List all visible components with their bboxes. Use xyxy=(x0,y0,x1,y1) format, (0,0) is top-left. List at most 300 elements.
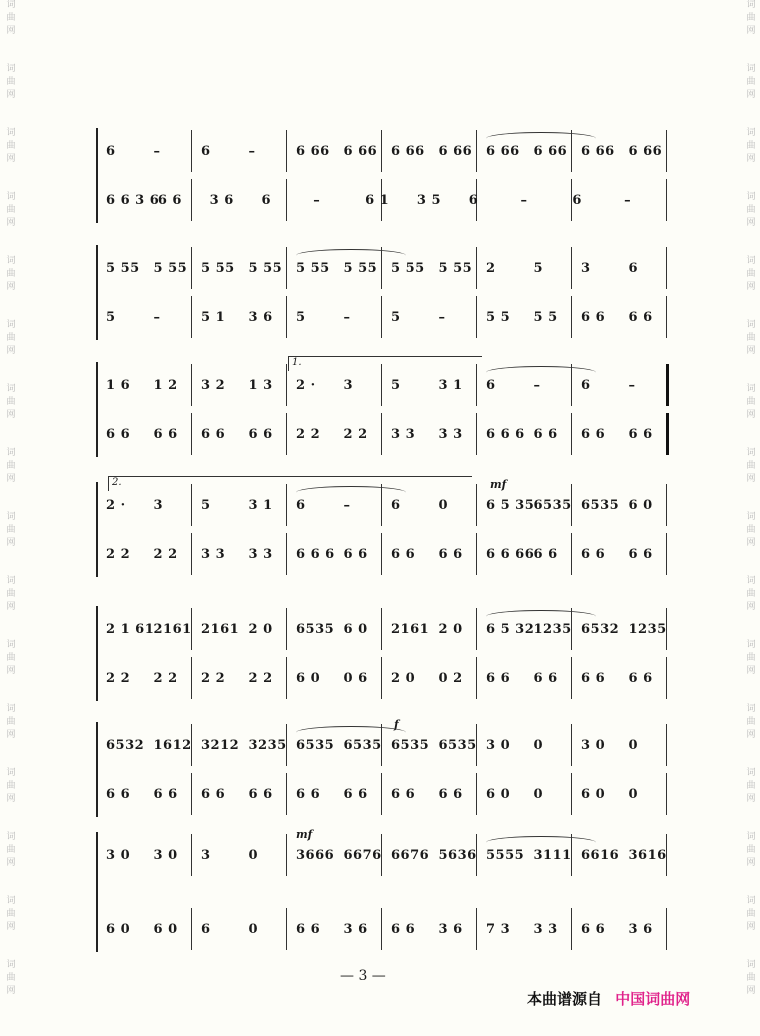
barline xyxy=(286,413,287,455)
barline xyxy=(381,533,382,575)
note-group: 3 6 xyxy=(209,193,234,208)
note-group: 3 0 xyxy=(581,738,606,753)
watermark-char: 网 xyxy=(746,26,756,36)
barline xyxy=(476,657,477,699)
note-group: 3 xyxy=(201,848,211,863)
slur xyxy=(486,366,596,379)
watermark-char: 网 xyxy=(746,218,756,228)
note-group: 6676 xyxy=(391,848,430,863)
watermark-char: 词 xyxy=(746,128,756,138)
barline xyxy=(191,130,192,172)
note-group: 1 6 xyxy=(106,378,131,393)
barline xyxy=(571,296,572,338)
watermark-char: 曲 xyxy=(746,397,756,407)
note-group: 6 6 xyxy=(153,787,178,802)
watermark-char: 曲 xyxy=(6,77,16,87)
barline xyxy=(381,296,382,338)
note-group: 6 6 xyxy=(248,427,273,442)
watermark-char: 词 xyxy=(746,576,756,586)
score-system xyxy=(96,245,674,340)
watermark-char: 网 xyxy=(6,986,16,996)
note-group: 2 2 xyxy=(106,671,131,686)
note-group: 6 0 xyxy=(296,671,321,686)
watermark-char: 曲 xyxy=(746,717,756,727)
watermark-char: 网 xyxy=(746,90,756,100)
note-group: – xyxy=(628,378,636,393)
slur xyxy=(296,249,406,262)
watermark-char: 网 xyxy=(6,858,16,868)
note-group: 3 2 xyxy=(201,378,226,393)
note-group: 5 55 xyxy=(438,261,473,276)
watermark-char: 词 xyxy=(746,640,756,650)
note-group: 5 xyxy=(391,310,401,325)
note-group: 6 6 xyxy=(628,310,653,325)
note-group: 5 55 xyxy=(248,261,283,276)
note-group: 5636 xyxy=(438,848,477,863)
slur xyxy=(296,486,406,499)
note-group: 6 6 xyxy=(343,787,368,802)
barline xyxy=(191,364,192,406)
note-group: 5 xyxy=(296,310,306,325)
bottom-staff xyxy=(96,411,674,457)
barline xyxy=(286,657,287,699)
note-group: 3 6 xyxy=(628,922,653,937)
note-group: 0 2 xyxy=(438,671,463,686)
note-group: 0 xyxy=(628,787,639,802)
note-group: – xyxy=(153,310,161,325)
barline xyxy=(666,130,667,172)
barline xyxy=(381,908,382,950)
watermark-char: 词 xyxy=(6,320,16,330)
note-group: 5 55 xyxy=(391,261,425,276)
note-group: 6 6 xyxy=(391,547,416,562)
note-group: 3 5 xyxy=(416,193,442,208)
note-group: 6 6 xyxy=(201,787,226,802)
watermark-char: 曲 xyxy=(746,461,756,471)
note-group: 2 · xyxy=(106,498,126,513)
watermark-char: 词 xyxy=(746,320,756,330)
watermark-char: 词 xyxy=(6,384,16,394)
note-group: 5 55 xyxy=(343,261,378,276)
watermark-char: 网 xyxy=(6,666,16,676)
watermark-char: 网 xyxy=(746,474,756,484)
watermark-char: 曲 xyxy=(6,589,16,599)
note-group: – xyxy=(624,193,632,208)
note-group: 6532 xyxy=(581,622,620,637)
watermark-char: 曲 xyxy=(6,205,16,215)
note-group: 5 5 xyxy=(486,310,511,325)
watermark-char: 词 xyxy=(6,896,16,906)
note-group: 3 0 xyxy=(106,848,131,863)
note-group: 6 66 xyxy=(296,144,330,159)
note-group: 6 6 6 xyxy=(296,547,335,562)
barline xyxy=(191,413,192,455)
note-group: 2161 xyxy=(391,622,430,637)
barline xyxy=(286,130,287,172)
score-system xyxy=(96,477,674,577)
slur xyxy=(486,132,596,145)
barline xyxy=(571,908,572,950)
volta-bracket: 2. xyxy=(108,476,472,491)
note-group: 6 6 xyxy=(391,787,416,802)
barline xyxy=(666,247,667,289)
note-group: 6 0 xyxy=(153,922,178,937)
watermark-char: 词 xyxy=(6,64,16,74)
watermark-char: 词 xyxy=(746,896,756,906)
note-group: 6 6 xyxy=(201,427,226,442)
note-group: 0 xyxy=(533,738,544,753)
page-number: — 3 — xyxy=(340,968,386,984)
barline xyxy=(191,179,192,221)
note-group: 3 3 xyxy=(533,922,558,937)
note-group: 2161 xyxy=(201,622,240,637)
watermark-char: 词 xyxy=(6,192,16,202)
watermark-char: 曲 xyxy=(746,333,756,343)
bottom-staff xyxy=(96,531,674,577)
watermark-char: 网 xyxy=(6,90,16,100)
note-group: 6 xyxy=(391,498,401,513)
barline xyxy=(286,773,287,815)
watermark-char: 曲 xyxy=(6,141,16,151)
note-group: 6 6 xyxy=(533,427,558,442)
barline xyxy=(571,413,572,455)
note-group: 6 xyxy=(201,922,211,937)
watermark-char: 词 xyxy=(746,704,756,714)
watermark-char: 曲 xyxy=(746,525,756,535)
watermark-char: 词 xyxy=(746,384,756,394)
watermark-char: 网 xyxy=(6,346,16,356)
note-group: 6 6 xyxy=(438,547,463,562)
note-group: 6 0 xyxy=(343,622,368,637)
note-group: 0 6 xyxy=(343,671,368,686)
watermark-char: 曲 xyxy=(746,909,756,919)
note-group: 2 0 xyxy=(391,671,416,686)
bottom-staff xyxy=(96,655,674,701)
dynamic-marking: mf xyxy=(490,478,507,491)
barline xyxy=(191,908,192,950)
note-group: 6 6 xyxy=(343,547,368,562)
note-group: 6 6 xyxy=(628,671,653,686)
note-group: 6 0 xyxy=(486,787,511,802)
barline xyxy=(476,533,477,575)
note-group: 5 55 xyxy=(201,261,235,276)
note-group: 6 xyxy=(572,193,582,208)
note-group: 6 xyxy=(486,378,496,393)
note-group: 5 1 xyxy=(201,310,226,325)
note-group: 6 6 xyxy=(391,922,416,937)
note-group: 6 6 66 xyxy=(486,547,535,562)
note-group: 6 6 xyxy=(153,427,178,442)
watermark-char: 词 xyxy=(6,960,16,970)
dynamic-marking: f xyxy=(394,718,399,731)
footer-credit[interactable] xyxy=(527,988,690,1009)
barline xyxy=(476,247,477,289)
watermark-char: 网 xyxy=(6,218,16,228)
note-group: 6 xyxy=(296,498,306,513)
barline xyxy=(666,364,669,406)
watermark-char: 网 xyxy=(746,986,756,996)
note-group: 6 0 xyxy=(628,498,653,513)
watermark-char: 网 xyxy=(6,282,16,292)
slur xyxy=(296,726,406,739)
note-group: 6535 xyxy=(343,738,382,753)
note-group: 2 0 xyxy=(438,622,463,637)
barline xyxy=(476,608,477,650)
watermark-char: 曲 xyxy=(746,845,756,855)
barline xyxy=(286,247,287,289)
note-group: 6 6 xyxy=(486,671,511,686)
volta-bracket: 1. xyxy=(288,356,482,371)
watermark-char: 网 xyxy=(746,858,756,868)
note-group: 6 xyxy=(581,378,591,393)
note-group: 2 2 xyxy=(106,547,131,562)
note-group: 3 xyxy=(153,498,164,513)
barline xyxy=(476,413,477,455)
note-group: 6676 xyxy=(343,848,382,863)
watermark-char: 网 xyxy=(6,602,16,612)
watermark-char: 网 xyxy=(746,154,756,164)
barline xyxy=(381,657,382,699)
watermark-char: 词 xyxy=(6,832,16,842)
note-group: 6 6 xyxy=(533,671,558,686)
note-group: 6535 xyxy=(581,498,620,513)
note-group: 6 66 xyxy=(581,144,615,159)
watermark-char: 曲 xyxy=(6,717,16,727)
note-group: 2161 xyxy=(153,622,192,637)
barline xyxy=(476,484,477,526)
watermark-char: 词 xyxy=(746,768,756,778)
watermark-char: 词 xyxy=(746,0,756,10)
bottom-staff xyxy=(96,906,674,952)
barline xyxy=(666,296,667,338)
note-group: 2 xyxy=(486,261,496,276)
watermark-char: 词 xyxy=(746,192,756,202)
watermark-char: 曲 xyxy=(746,781,756,791)
watermark-char: 词 xyxy=(6,0,16,10)
barline xyxy=(666,773,667,815)
barline xyxy=(571,657,572,699)
watermark-char: 曲 xyxy=(746,269,756,279)
note-group: 0 xyxy=(533,787,544,802)
note-group: 6 6 xyxy=(581,922,606,937)
watermark-char: 词 xyxy=(6,448,16,458)
barline xyxy=(666,179,667,221)
note-group: – xyxy=(343,498,351,513)
note-group: 6 6 xyxy=(581,671,606,686)
watermark-char: 词 xyxy=(6,256,16,266)
note-group: 6535 xyxy=(391,738,430,753)
note-group: 6 xyxy=(628,261,639,276)
note-group: 6 6 xyxy=(296,922,321,937)
watermark-right xyxy=(742,0,760,1036)
note-group: 5 55 xyxy=(296,261,330,276)
note-group: 1 3 xyxy=(248,378,273,393)
watermark-char: 曲 xyxy=(6,973,16,983)
barline xyxy=(381,773,382,815)
note-group: 6 5 35 xyxy=(486,498,535,513)
score-system xyxy=(96,606,674,701)
watermark-char: 曲 xyxy=(6,269,16,279)
watermark-char: 词 xyxy=(6,512,16,522)
note-group: 5 55 xyxy=(106,261,140,276)
note-group: 6 6 3 6 xyxy=(106,193,160,208)
note-group: 6532 xyxy=(106,738,145,753)
note-group: 6 6 xyxy=(533,547,558,562)
barline xyxy=(381,413,382,455)
note-group: 6 6 xyxy=(581,310,606,325)
watermark-char: 词 xyxy=(746,512,756,522)
barline xyxy=(476,773,477,815)
score-system xyxy=(96,128,674,223)
note-group: 6 6 xyxy=(628,547,653,562)
score-system xyxy=(96,828,674,952)
note-group: 2 1 61 xyxy=(106,622,155,637)
note-group: 6 6 xyxy=(248,787,273,802)
note-group: 6 6 xyxy=(106,427,131,442)
watermark-char: 网 xyxy=(6,538,16,548)
watermark-char: 网 xyxy=(6,154,16,164)
barline xyxy=(286,834,287,876)
barline xyxy=(571,247,572,289)
slur xyxy=(486,836,596,849)
barline xyxy=(476,296,477,338)
note-group: 6616 xyxy=(581,848,620,863)
watermark-char: 曲 xyxy=(746,589,756,599)
watermark-char: 曲 xyxy=(746,141,756,151)
note-group: – xyxy=(438,310,446,325)
note-group: 3 3 xyxy=(201,547,226,562)
note-group: 6 xyxy=(261,193,271,208)
footer-source-label: 本曲谱源自 xyxy=(527,990,603,1008)
note-group: 5 xyxy=(106,310,116,325)
score-system xyxy=(96,718,674,817)
dynamic-marking: mf xyxy=(296,828,313,841)
note-group: 2 2 xyxy=(201,671,226,686)
note-group: 3 0 xyxy=(153,848,178,863)
note-group: – xyxy=(248,144,256,159)
note-group: 3 0 xyxy=(486,738,511,753)
watermark-char: 网 xyxy=(6,730,16,740)
note-group: – xyxy=(520,193,528,208)
watermark-char: 曲 xyxy=(6,333,16,343)
watermark-char: 词 xyxy=(746,960,756,970)
note-group: 3 6 xyxy=(343,922,368,937)
note-group: – xyxy=(153,144,161,159)
watermark-char: 词 xyxy=(6,640,16,650)
barline xyxy=(666,413,669,455)
watermark-char: 词 xyxy=(746,448,756,458)
note-group: 6 0 xyxy=(581,787,606,802)
note-group: 1235 xyxy=(628,622,667,637)
note-group: 6 6 xyxy=(106,787,131,802)
note-group: 2 2 xyxy=(343,427,368,442)
watermark-char: 网 xyxy=(746,794,756,804)
note-group: 6 xyxy=(106,144,116,159)
note-group: 6 xyxy=(201,144,211,159)
note-group: 6535 xyxy=(296,622,335,637)
note-group: 1612 xyxy=(153,738,192,753)
watermark-char: 曲 xyxy=(6,781,16,791)
watermark-char: 曲 xyxy=(746,205,756,215)
watermark-char: 曲 xyxy=(6,461,16,471)
watermark-char: 网 xyxy=(746,282,756,292)
note-group: 0 xyxy=(248,848,259,863)
note-group: 3 xyxy=(581,261,591,276)
note-group: 5 5 xyxy=(533,310,558,325)
note-group: 0 xyxy=(438,498,449,513)
footer-site-link[interactable]: 中国词曲网 xyxy=(615,990,691,1008)
watermark-char: 网 xyxy=(6,474,16,484)
barline xyxy=(571,533,572,575)
note-group: 3 3 xyxy=(438,427,463,442)
note-group: 2 2 xyxy=(248,671,273,686)
note-group: – xyxy=(343,310,351,325)
watermark-char: 词 xyxy=(6,768,16,778)
note-group: 6535 xyxy=(438,738,477,753)
note-group: 6535 xyxy=(533,498,572,513)
watermark-char: 网 xyxy=(6,794,16,804)
note-group: 5 55 xyxy=(153,261,188,276)
barline xyxy=(666,657,667,699)
watermark-char: 网 xyxy=(746,410,756,420)
watermark-char: 词 xyxy=(746,832,756,842)
watermark-char: 曲 xyxy=(746,13,756,23)
note-group: 3 6 xyxy=(248,310,273,325)
note-group: 2 2 xyxy=(153,671,178,686)
watermark-char: 曲 xyxy=(6,845,16,855)
watermark-char: 词 xyxy=(6,128,16,138)
note-group: 3616 xyxy=(628,848,667,863)
barline xyxy=(476,908,477,950)
barline xyxy=(191,773,192,815)
note-group: 3111 xyxy=(533,848,572,863)
note-group: 6 66 xyxy=(628,144,663,159)
note-group: 6 0 xyxy=(106,922,131,937)
note-group: 6 6 xyxy=(581,427,606,442)
score-system xyxy=(96,357,674,457)
note-group: 1235 xyxy=(533,622,572,637)
barline xyxy=(381,130,382,172)
note-group: – xyxy=(313,193,321,208)
note-group: 3 3 xyxy=(248,547,273,562)
barline xyxy=(286,608,287,650)
watermark-char: 网 xyxy=(746,602,756,612)
note-group: 6 66 xyxy=(343,144,378,159)
note-group: 6 6 xyxy=(157,193,182,208)
note-group: 3 xyxy=(343,378,354,393)
barline xyxy=(666,484,667,526)
watermark-char: 词 xyxy=(746,64,756,74)
note-group: 6 66 xyxy=(438,144,473,159)
bottom-staff xyxy=(96,177,674,223)
barline xyxy=(191,533,192,575)
note-group: 7 3 xyxy=(486,922,511,937)
watermark-char: 曲 xyxy=(6,397,16,407)
watermark-left xyxy=(2,0,20,1036)
watermark-char: 网 xyxy=(6,410,16,420)
watermark-char: 网 xyxy=(746,538,756,548)
watermark-char: 词 xyxy=(6,704,16,714)
bottom-staff xyxy=(96,294,674,340)
slur xyxy=(486,610,596,623)
watermark-char: 网 xyxy=(746,666,756,676)
note-group: 6 xyxy=(468,193,479,208)
barline xyxy=(286,533,287,575)
watermark-char: 曲 xyxy=(746,77,756,87)
barline xyxy=(666,724,667,766)
note-group: 3235 xyxy=(248,738,287,753)
note-group: 6 1 xyxy=(365,193,390,208)
